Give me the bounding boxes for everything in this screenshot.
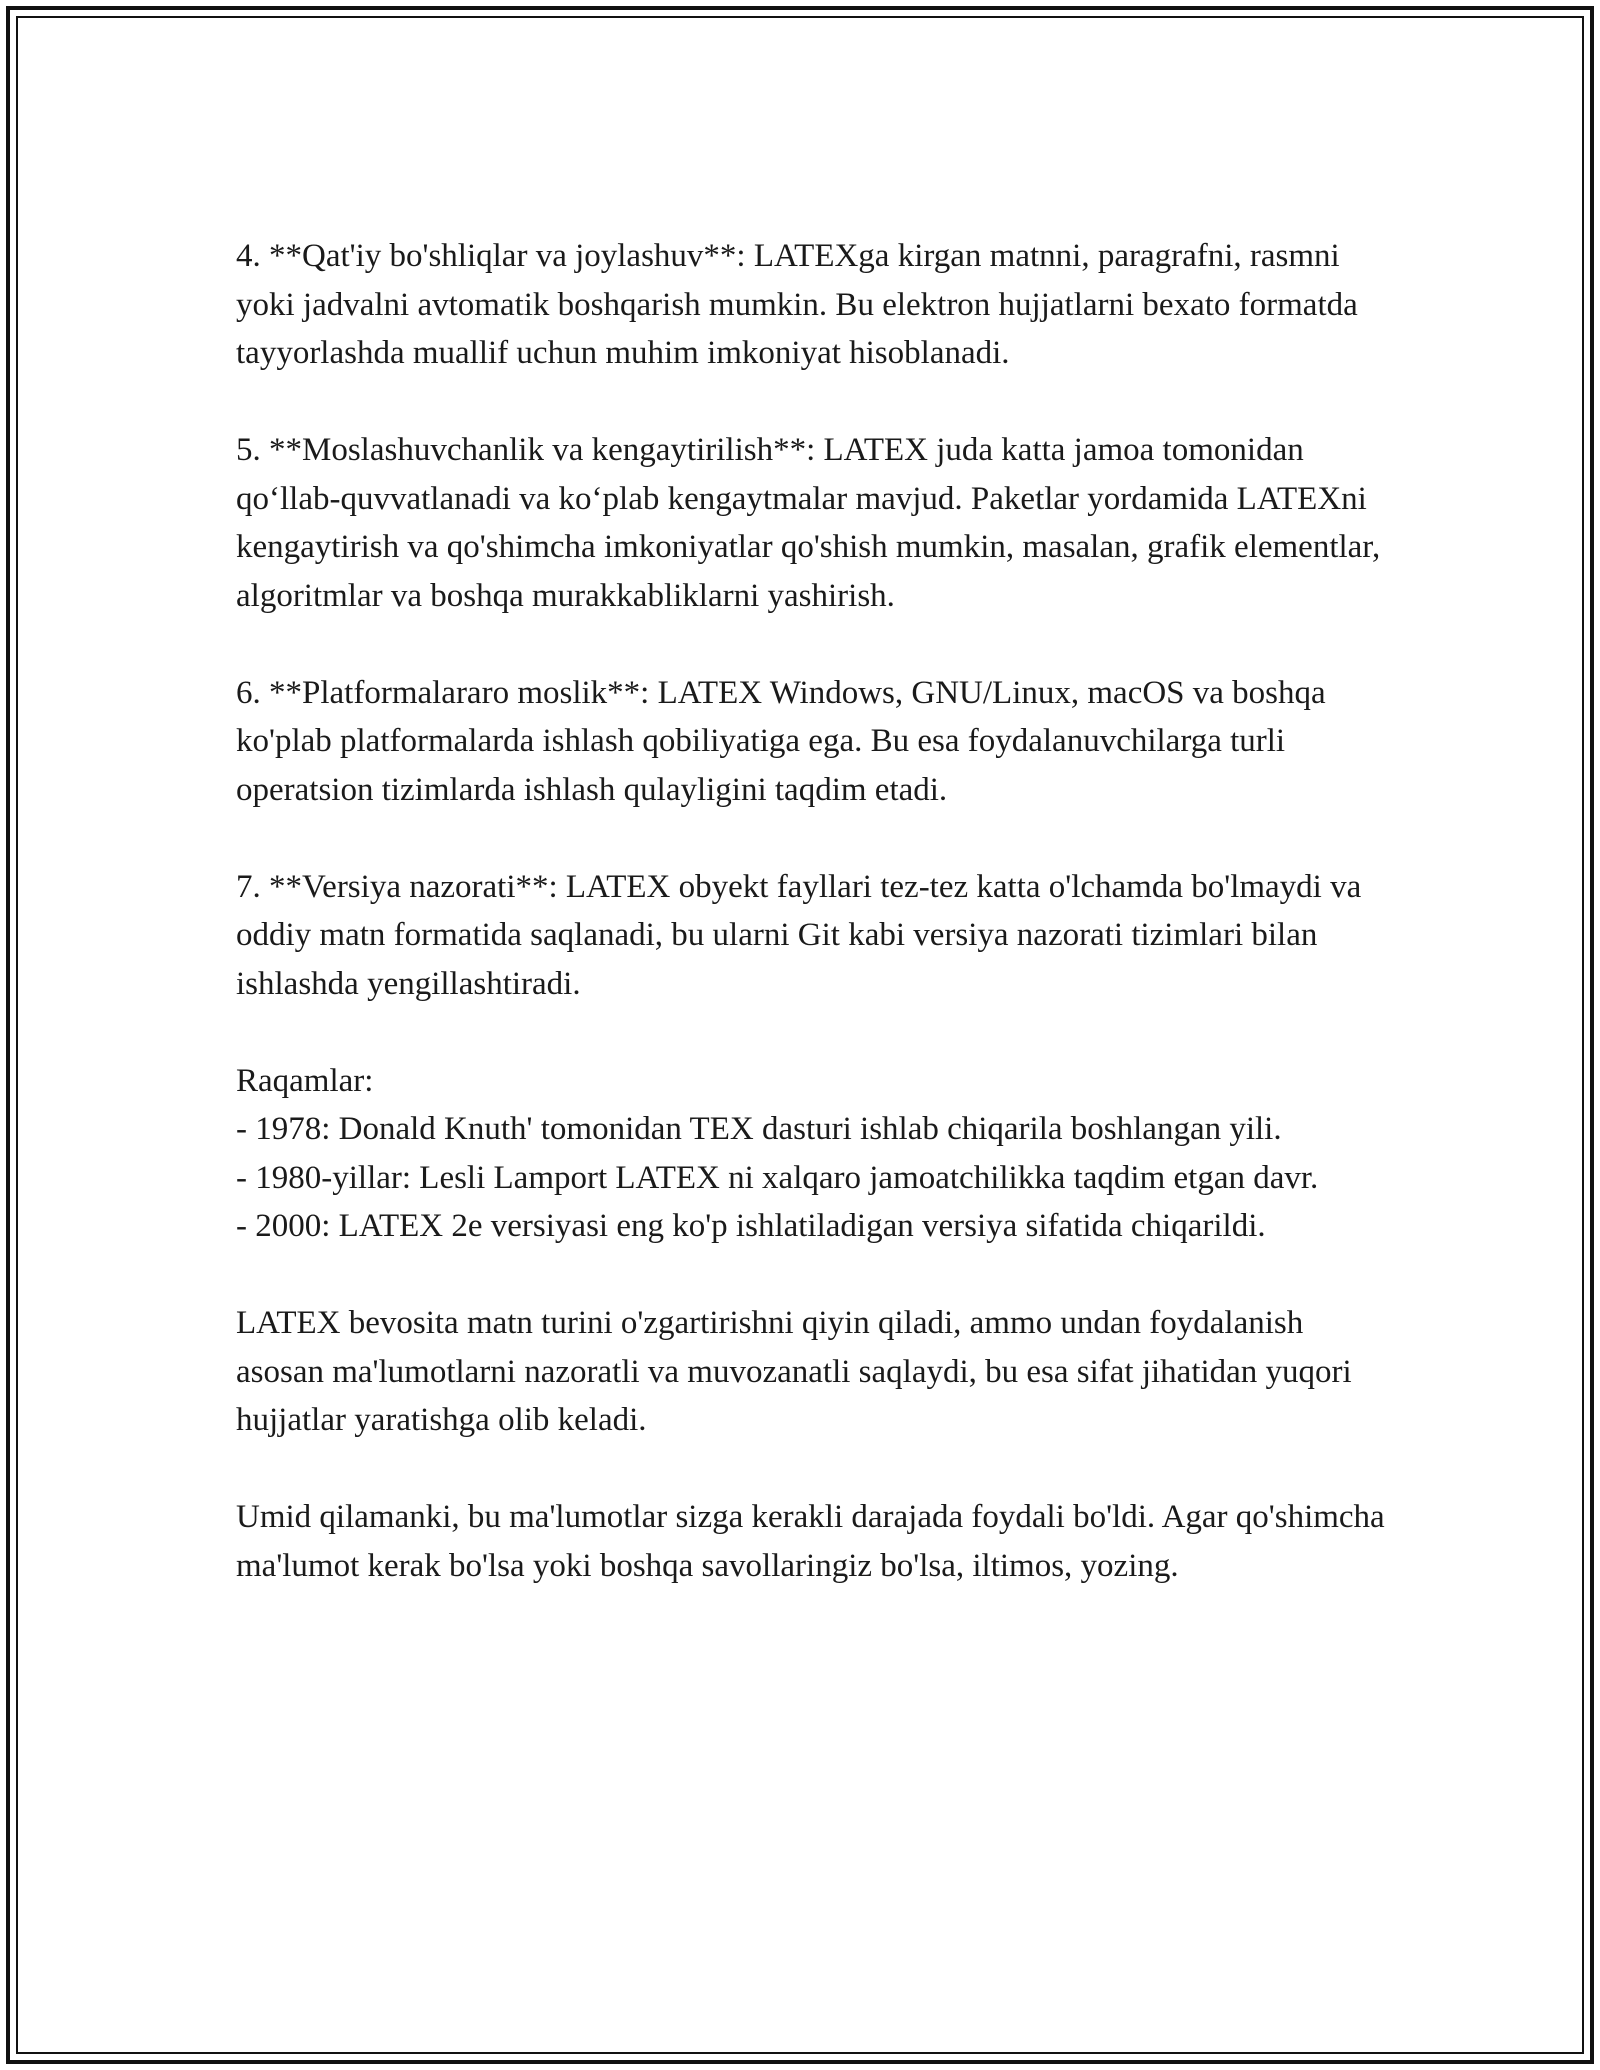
final-paragraph: Umid qilamanki, bu ma'lumotlar sizga kerakli darajada foydali bo'ldi. Agar qo'shimcha ma'lumot kerak bo'lsa yoki boshqa savollaringiz bo'lsa, iltimos, yozing. bbox=[236, 1499, 1385, 1584]
document-body bbox=[236, 232, 1386, 1639]
paragraph-item-6: 6. **Platformalararo moslik**: LATEX Windows, GNU/Linux, macOS va boshqa ko'plab platformalarda ishlash qobiliyatiga ega. Bu esa foydalanuvchilarga turli operatsion tizimlarda ishlash qulayligini taqdim etadi. bbox=[236, 674, 1326, 808]
numbers-section bbox=[236, 1057, 1386, 1251]
paragraph-item-7: 7. **Versiya nazorati**: LATEX obyekt fayllari tez-tez katta o'lchamda bo'lmaydi va oddiy matn formatida saqlanadi, bu ularni Git kabi versiya nazorati tizimlari bilan ishlashda yengillashtiradi. bbox=[236, 868, 1362, 1002]
list-item: - 2000: LATEX 2e versiyasi eng ko'p ishlatiladigan versiya sifatida chiqarildi. bbox=[236, 1208, 1266, 1244]
paragraph-item-5: 5. **Moslashuvchanlik va kengaytirilish**: LATEX juda katta jamoa tomonidan qo‘llab-quvvatlanadi va ko‘plab kengaytmalar mavjud. Paketlar yordamida LATEXni kengaytirish va qo'shimcha imkoniyatlar qo'shish mumkin, masalan, grafik elementlar, algoritmlar va boshqa murakkabliklarni yashirish. bbox=[236, 432, 1381, 614]
paragraph-item-4: 4. **Qat'iy bo'shliqlar va joylashuv**: LATEXga kirgan matnni, paragrafni, rasmni yoki jadvalni avtomatik boshqarish mumkin. Bu elektron hujjatlarni bexato formatda tayyorlashda muallif uchun muhim imkoniyat hisoblanadi. bbox=[236, 238, 1358, 371]
numbers-heading: Raqamlar: bbox=[236, 1062, 374, 1099]
closing-paragraph: LATEX bevosita matn turini o'zgartirishni qiyin qiladi, ammo undan foydalanish asosan ma'lumotlarni nazoratli va muvozanatli saqlaydi, bu esa sifat jihatidan yuqori hujjatlar yaratishga olib keladi. bbox=[236, 1305, 1352, 1438]
list-item: - 1978: Donald Knuth' tomonidan TEX dasturi ishlab chiqarila boshlangan yili. bbox=[236, 1111, 1282, 1147]
list-item: - 1980-yillar: Lesli Lamport LATEX ni xalqaro jamoatchilikka taqdim etgan davr. bbox=[236, 1159, 1319, 1196]
